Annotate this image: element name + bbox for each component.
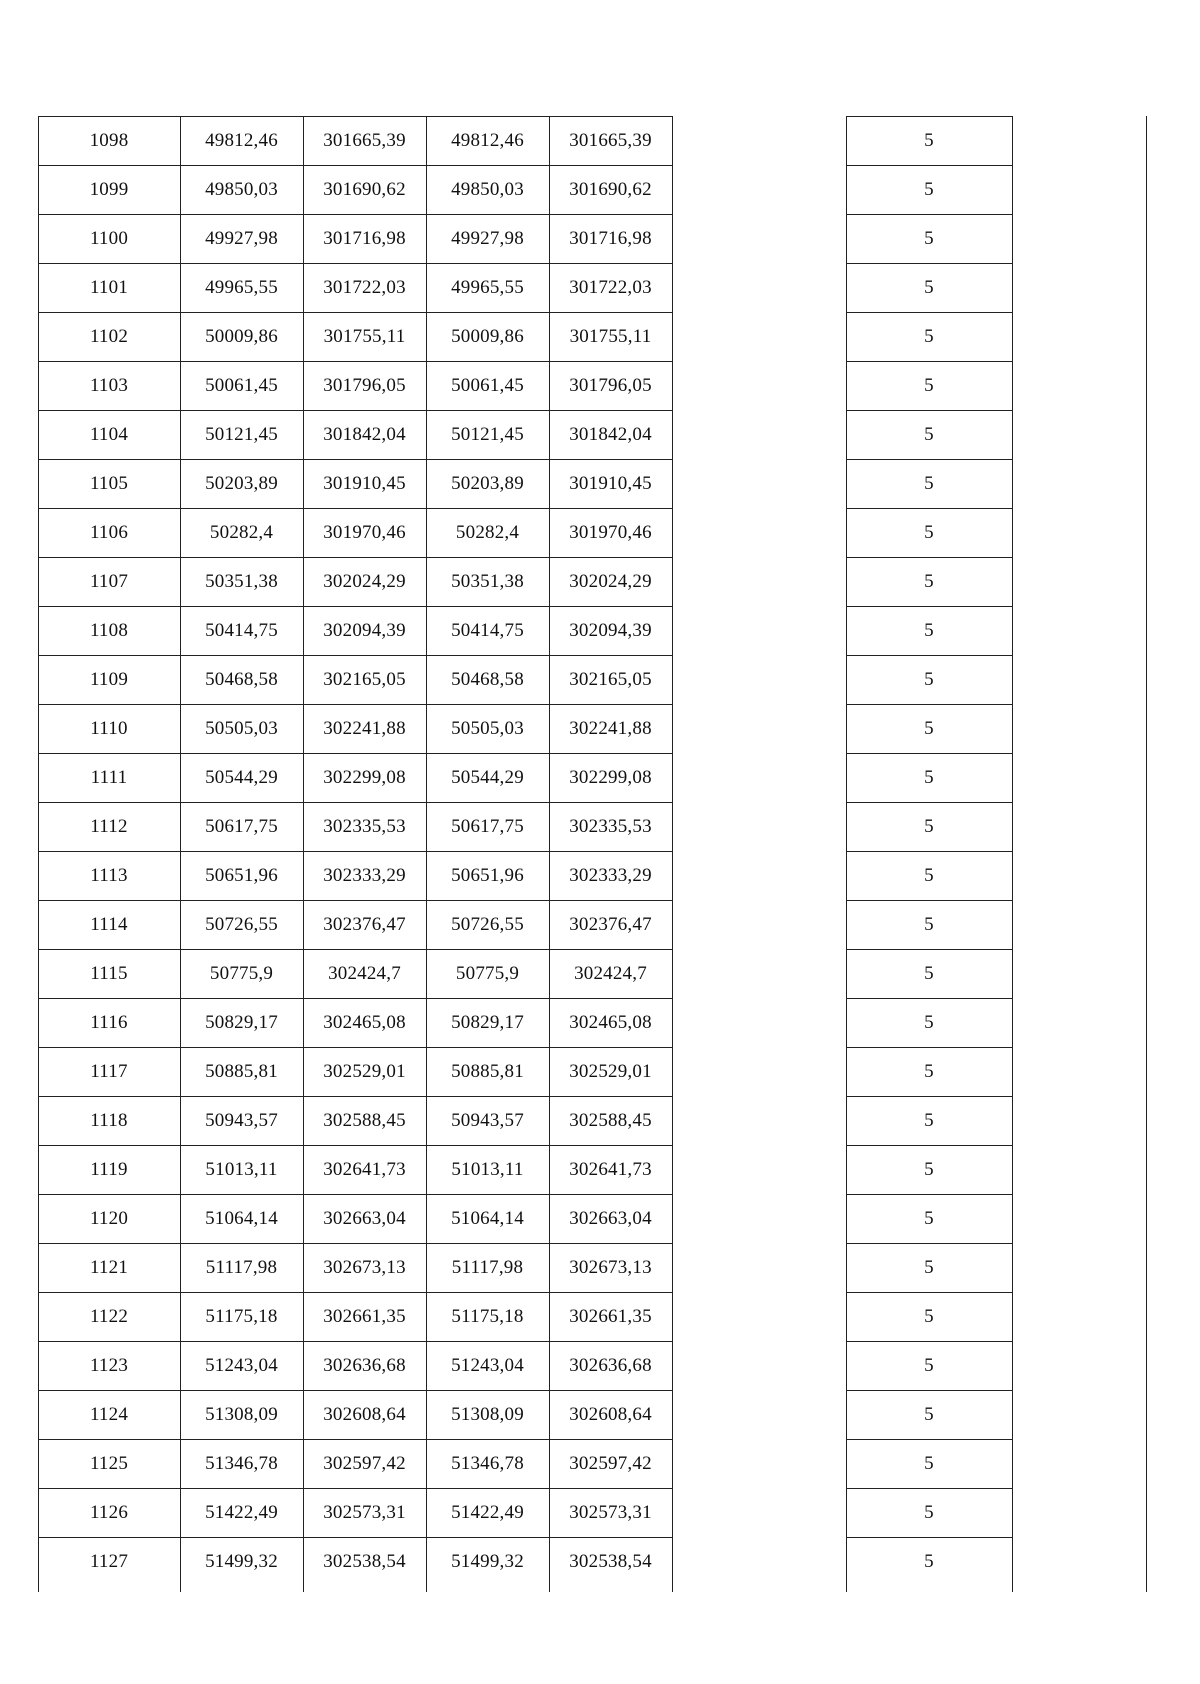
table-horizontal-rule [846, 508, 1012, 509]
y-coordinate-cell: 302588,45 [323, 1110, 406, 1131]
y-coordinate-cell: 301842,04 [323, 424, 406, 445]
table-vertical-rule [303, 116, 304, 1592]
table-horizontal-rule [38, 557, 672, 558]
accuracy-cell: 5 [924, 179, 934, 200]
table-horizontal-rule [38, 1096, 672, 1097]
x-coordinate-cell: 50121,45 [205, 424, 278, 445]
table-horizontal-rule [38, 1243, 672, 1244]
x-coordinate-copy-cell: 50726,55 [451, 914, 524, 935]
point-number-cell: 1117 [90, 1061, 128, 1082]
y-coordinate-copy-cell: 302663,04 [569, 1208, 652, 1229]
point-number-cell: 1100 [89, 228, 129, 249]
y-coordinate-cell: 302376,47 [323, 914, 406, 935]
point-number-cell: 1110 [90, 718, 128, 739]
point-number-cell: 1115 [90, 963, 128, 984]
x-coordinate-cell: 50009,86 [205, 326, 278, 347]
x-coordinate-copy-cell: 50617,75 [451, 816, 524, 837]
x-coordinate-copy-cell: 49927,98 [451, 228, 524, 249]
y-coordinate-cell: 301722,03 [323, 277, 406, 298]
y-coordinate-copy-cell: 302333,29 [569, 865, 652, 886]
table-horizontal-rule [846, 410, 1012, 411]
accuracy-cell: 5 [924, 767, 934, 788]
table-horizontal-rule [846, 606, 1012, 607]
accuracy-cell: 5 [924, 277, 934, 298]
point-number-cell: 1099 [89, 179, 129, 200]
x-coordinate-cell: 50726,55 [205, 914, 278, 935]
x-coordinate-copy-cell: 50829,17 [451, 1012, 524, 1033]
x-coordinate-copy-cell: 50544,29 [451, 767, 524, 788]
y-coordinate-cell: 302573,31 [323, 1502, 406, 1523]
x-coordinate-cell: 51013,11 [205, 1159, 278, 1180]
table-vertical-rule [426, 116, 427, 1592]
accuracy-cell: 5 [924, 1061, 934, 1082]
table-horizontal-rule [38, 998, 672, 999]
y-coordinate-cell: 302165,05 [323, 669, 406, 690]
point-number-cell: 1122 [89, 1306, 129, 1327]
x-coordinate-copy-cell: 50121,45 [451, 424, 524, 445]
y-coordinate-copy-cell: 302529,01 [569, 1061, 652, 1082]
point-number-cell: 1120 [89, 1208, 129, 1229]
y-coordinate-cell: 302661,35 [323, 1306, 406, 1327]
table-horizontal-rule [38, 704, 672, 705]
accuracy-cell: 5 [924, 522, 934, 543]
accuracy-cell: 5 [924, 1355, 934, 1376]
x-coordinate-copy-cell: 51064,14 [451, 1208, 524, 1229]
y-coordinate-cell: 301970,46 [323, 522, 406, 543]
x-coordinate-copy-cell: 51346,78 [451, 1453, 524, 1474]
accuracy-cell: 5 [924, 571, 934, 592]
y-coordinate-cell: 301665,39 [323, 130, 406, 151]
point-number-cell: 1118 [90, 1110, 128, 1131]
table-horizontal-rule [846, 557, 1012, 558]
point-number-cell: 1119 [90, 1159, 128, 1180]
table-vertical-rule [846, 116, 847, 1592]
x-coordinate-cell: 49850,03 [205, 179, 278, 200]
y-coordinate-copy-cell: 302376,47 [569, 914, 652, 935]
y-coordinate-cell: 301716,98 [323, 228, 406, 249]
y-coordinate-copy-cell: 301755,11 [569, 326, 652, 347]
y-coordinate-copy-cell: 301690,62 [569, 179, 652, 200]
table-horizontal-rule [846, 1488, 1012, 1489]
table-horizontal-rule [846, 900, 1012, 901]
table-horizontal-rule [846, 949, 1012, 950]
table-horizontal-rule [846, 1439, 1012, 1440]
table-horizontal-rule [846, 851, 1012, 852]
x-coordinate-copy-cell: 50943,57 [451, 1110, 524, 1131]
x-coordinate-copy-cell: 50468,58 [451, 669, 524, 690]
point-number-cell: 1108 [89, 620, 129, 641]
table-horizontal-rule [846, 1390, 1012, 1391]
table-horizontal-rule [846, 1537, 1012, 1538]
point-number-cell: 1124 [89, 1404, 129, 1425]
x-coordinate-cell: 50282,4 [209, 522, 274, 543]
x-coordinate-copy-cell: 50351,38 [451, 571, 524, 592]
y-coordinate-cell: 302529,01 [323, 1061, 406, 1082]
accuracy-cell: 5 [924, 1551, 934, 1572]
y-coordinate-copy-cell: 302165,05 [569, 669, 652, 690]
table-horizontal-rule [846, 459, 1012, 460]
table-horizontal-rule [38, 802, 672, 803]
table-horizontal-rule [38, 1194, 672, 1195]
table-horizontal-rule [38, 1537, 672, 1538]
y-coordinate-copy-cell: 302597,42 [569, 1453, 652, 1474]
table-horizontal-rule [846, 1292, 1012, 1293]
table-horizontal-rule [38, 361, 672, 362]
y-coordinate-copy-cell: 302661,35 [569, 1306, 652, 1327]
y-coordinate-copy-cell: 302673,13 [569, 1257, 652, 1278]
x-coordinate-cell: 51243,04 [205, 1355, 278, 1376]
table-horizontal-rule [38, 949, 672, 950]
x-coordinate-cell: 49965,55 [205, 277, 278, 298]
table-vertical-rule [672, 116, 673, 1592]
y-coordinate-copy-cell: 302588,45 [569, 1110, 652, 1131]
table-horizontal-rule [846, 1243, 1012, 1244]
y-coordinate-cell: 302597,42 [323, 1453, 406, 1474]
x-coordinate-cell: 50943,57 [205, 1110, 278, 1131]
x-coordinate-copy-cell: 50009,86 [451, 326, 524, 347]
table-vertical-rule [180, 116, 181, 1592]
x-coordinate-cell: 50651,96 [205, 865, 278, 886]
y-coordinate-copy-cell: 302241,88 [569, 718, 652, 739]
point-number-cell: 1101 [89, 277, 129, 298]
accuracy-cell: 5 [924, 130, 934, 151]
y-coordinate-cell: 301755,11 [323, 326, 406, 347]
accuracy-cell: 5 [924, 1404, 934, 1425]
point-number-cell: 1123 [89, 1355, 129, 1376]
accuracy-cell: 5 [924, 718, 934, 739]
y-coordinate-copy-cell: 302094,39 [569, 620, 652, 641]
point-number-cell: 1103 [89, 375, 129, 396]
table-horizontal-rule [38, 1047, 672, 1048]
x-coordinate-copy-cell: 50651,96 [451, 865, 524, 886]
table-horizontal-rule [38, 851, 672, 852]
point-number-cell: 1109 [89, 669, 129, 690]
table-horizontal-rule [38, 1341, 672, 1342]
y-coordinate-cell: 302465,08 [323, 1012, 406, 1033]
accuracy-cell: 5 [924, 963, 934, 984]
y-coordinate-copy-cell: 302636,68 [569, 1355, 652, 1376]
table-horizontal-rule [846, 802, 1012, 803]
y-coordinate-copy-cell: 301716,98 [569, 228, 652, 249]
x-coordinate-cell: 51308,09 [205, 1404, 278, 1425]
accuracy-cell: 5 [924, 914, 934, 935]
x-coordinate-copy-cell: 51175,18 [451, 1306, 524, 1327]
table-horizontal-rule [846, 753, 1012, 754]
x-coordinate-copy-cell: 49812,46 [451, 130, 524, 151]
table-vertical-rule [1012, 116, 1013, 1592]
y-coordinate-cell: 302333,29 [323, 865, 406, 886]
x-coordinate-cell: 49927,98 [205, 228, 278, 249]
accuracy-cell: 5 [924, 1257, 934, 1278]
x-coordinate-cell: 51499,32 [205, 1551, 278, 1572]
y-coordinate-copy-cell: 301970,46 [569, 522, 652, 543]
table-horizontal-rule [38, 655, 672, 656]
x-coordinate-copy-cell: 50061,45 [451, 375, 524, 396]
x-coordinate-cell: 50617,75 [205, 816, 278, 837]
point-number-cell: 1104 [89, 424, 129, 445]
x-coordinate-copy-cell: 49965,55 [451, 277, 524, 298]
x-coordinate-copy-cell: 51013,11 [451, 1159, 524, 1180]
y-coordinate-copy-cell: 301842,04 [569, 424, 652, 445]
x-coordinate-copy-cell: 51117,98 [451, 1257, 524, 1278]
point-number-cell: 1127 [89, 1551, 129, 1572]
y-coordinate-copy-cell: 302424,7 [574, 963, 647, 984]
table-horizontal-rule [38, 1390, 672, 1391]
point-number-cell: 1126 [89, 1502, 129, 1523]
table-horizontal-rule [846, 1047, 1012, 1048]
table-horizontal-rule [846, 312, 1012, 313]
point-number-cell: 1116 [90, 1012, 128, 1033]
x-coordinate-copy-cell: 51499,32 [451, 1551, 524, 1572]
point-number-cell: 1121 [89, 1257, 129, 1278]
accuracy-cell: 5 [924, 228, 934, 249]
y-coordinate-cell: 302024,29 [323, 571, 406, 592]
table-horizontal-rule [846, 116, 1012, 117]
y-coordinate-cell: 302663,04 [323, 1208, 406, 1229]
y-coordinate-cell: 302641,73 [323, 1159, 406, 1180]
x-coordinate-cell: 51064,14 [205, 1208, 278, 1229]
accuracy-cell: 5 [924, 375, 934, 396]
x-coordinate-cell: 51175,18 [205, 1306, 278, 1327]
table-horizontal-rule [38, 263, 672, 264]
table-horizontal-rule [846, 263, 1012, 264]
table-horizontal-rule [846, 361, 1012, 362]
x-coordinate-cell: 50544,29 [205, 767, 278, 788]
x-coordinate-cell: 51346,78 [205, 1453, 278, 1474]
y-coordinate-cell: 302538,54 [323, 1551, 406, 1572]
y-coordinate-copy-cell: 301796,05 [569, 375, 652, 396]
table-horizontal-rule [846, 1096, 1012, 1097]
y-coordinate-cell: 302299,08 [323, 767, 406, 788]
x-coordinate-copy-cell: 50505,03 [451, 718, 524, 739]
table-horizontal-rule [38, 508, 672, 509]
table-horizontal-rule [38, 312, 672, 313]
y-coordinate-copy-cell: 302538,54 [569, 1551, 652, 1572]
point-number-cell: 1125 [89, 1453, 129, 1474]
accuracy-cell: 5 [924, 1159, 934, 1180]
x-coordinate-cell: 50885,81 [205, 1061, 278, 1082]
table-horizontal-rule [846, 1341, 1012, 1342]
x-coordinate-copy-cell: 51243,04 [451, 1355, 524, 1376]
point-number-cell: 1106 [89, 522, 129, 543]
x-coordinate-cell: 50203,89 [205, 473, 278, 494]
point-number-cell: 1107 [89, 571, 129, 592]
accuracy-cell: 5 [924, 1208, 934, 1229]
y-coordinate-copy-cell: 302024,29 [569, 571, 652, 592]
y-coordinate-cell: 301796,05 [323, 375, 406, 396]
table-horizontal-rule [38, 1145, 672, 1146]
table-horizontal-rule [38, 606, 672, 607]
accuracy-cell: 5 [924, 1453, 934, 1474]
table-horizontal-rule [38, 214, 672, 215]
table-horizontal-rule [38, 753, 672, 754]
y-coordinate-copy-cell: 302573,31 [569, 1502, 652, 1523]
x-coordinate-copy-cell: 50203,89 [451, 473, 524, 494]
table-horizontal-rule [38, 1439, 672, 1440]
x-coordinate-cell: 50829,17 [205, 1012, 278, 1033]
y-coordinate-copy-cell: 302608,64 [569, 1404, 652, 1425]
table-horizontal-rule [38, 900, 672, 901]
y-coordinate-cell: 302608,64 [323, 1404, 406, 1425]
table-vertical-rule [38, 116, 39, 1592]
y-coordinate-cell: 302241,88 [323, 718, 406, 739]
x-coordinate-cell: 50775,9 [209, 963, 274, 984]
accuracy-cell: 5 [924, 816, 934, 837]
x-coordinate-cell: 50468,58 [205, 669, 278, 690]
x-coordinate-copy-cell: 50885,81 [451, 1061, 524, 1082]
x-coordinate-cell: 49812,46 [205, 130, 278, 151]
table-horizontal-rule [846, 1145, 1012, 1146]
x-coordinate-copy-cell: 50414,75 [451, 620, 524, 641]
table-horizontal-rule [846, 165, 1012, 166]
accuracy-cell: 5 [924, 1502, 934, 1523]
accuracy-cell: 5 [924, 865, 934, 886]
x-coordinate-copy-cell: 51308,09 [451, 1404, 524, 1425]
page-edge-rule [1146, 116, 1147, 1592]
accuracy-cell: 5 [924, 669, 934, 690]
table-horizontal-rule [38, 116, 672, 117]
y-coordinate-cell: 302673,13 [323, 1257, 406, 1278]
accuracy-cell: 5 [924, 1306, 934, 1327]
y-coordinate-cell: 302636,68 [323, 1355, 406, 1376]
accuracy-cell: 5 [924, 424, 934, 445]
table-vertical-rule [549, 116, 550, 1592]
y-coordinate-copy-cell: 301665,39 [569, 130, 652, 151]
accuracy-cell: 5 [924, 473, 934, 494]
point-number-cell: 1098 [89, 130, 129, 151]
table-horizontal-rule [38, 165, 672, 166]
y-coordinate-cell: 301690,62 [323, 179, 406, 200]
x-coordinate-copy-cell: 49850,03 [451, 179, 524, 200]
y-coordinate-copy-cell: 302299,08 [569, 767, 652, 788]
y-coordinate-copy-cell: 302465,08 [569, 1012, 652, 1033]
table-horizontal-rule [846, 214, 1012, 215]
x-coordinate-cell: 51117,98 [205, 1257, 278, 1278]
point-number-cell: 1114 [90, 914, 128, 935]
table-horizontal-rule [846, 1194, 1012, 1195]
table-horizontal-rule [38, 1488, 672, 1489]
y-coordinate-copy-cell: 301722,03 [569, 277, 652, 298]
point-number-cell: 1113 [90, 865, 128, 886]
x-coordinate-copy-cell: 50282,4 [455, 522, 520, 543]
x-coordinate-cell: 50414,75 [205, 620, 278, 641]
table-horizontal-rule [38, 410, 672, 411]
table-horizontal-rule [846, 704, 1012, 705]
table-horizontal-rule [38, 459, 672, 460]
y-coordinate-copy-cell: 301910,45 [569, 473, 652, 494]
accuracy-cell: 5 [924, 1012, 934, 1033]
table-horizontal-rule [846, 998, 1012, 999]
accuracy-cell: 5 [924, 620, 934, 641]
x-coordinate-cell: 51422,49 [205, 1502, 278, 1523]
y-coordinate-cell: 302094,39 [323, 620, 406, 641]
point-number-cell: 1111 [90, 767, 128, 788]
x-coordinate-cell: 50505,03 [205, 718, 278, 739]
x-coordinate-copy-cell: 50775,9 [455, 963, 520, 984]
table-horizontal-rule [38, 1292, 672, 1293]
y-coordinate-cell: 301910,45 [323, 473, 406, 494]
accuracy-cell: 5 [924, 1110, 934, 1131]
point-number-cell: 1112 [90, 816, 128, 837]
point-number-cell: 1102 [89, 326, 129, 347]
y-coordinate-cell: 302335,53 [323, 816, 406, 837]
table-horizontal-rule [846, 655, 1012, 656]
accuracy-cell: 5 [924, 326, 934, 347]
point-number-cell: 1105 [89, 473, 129, 494]
y-coordinate-cell: 302424,7 [328, 963, 401, 984]
y-coordinate-copy-cell: 302335,53 [569, 816, 652, 837]
x-coordinate-copy-cell: 51422,49 [451, 1502, 524, 1523]
x-coordinate-cell: 50061,45 [205, 375, 278, 396]
y-coordinate-copy-cell: 302641,73 [569, 1159, 652, 1180]
x-coordinate-cell: 50351,38 [205, 571, 278, 592]
